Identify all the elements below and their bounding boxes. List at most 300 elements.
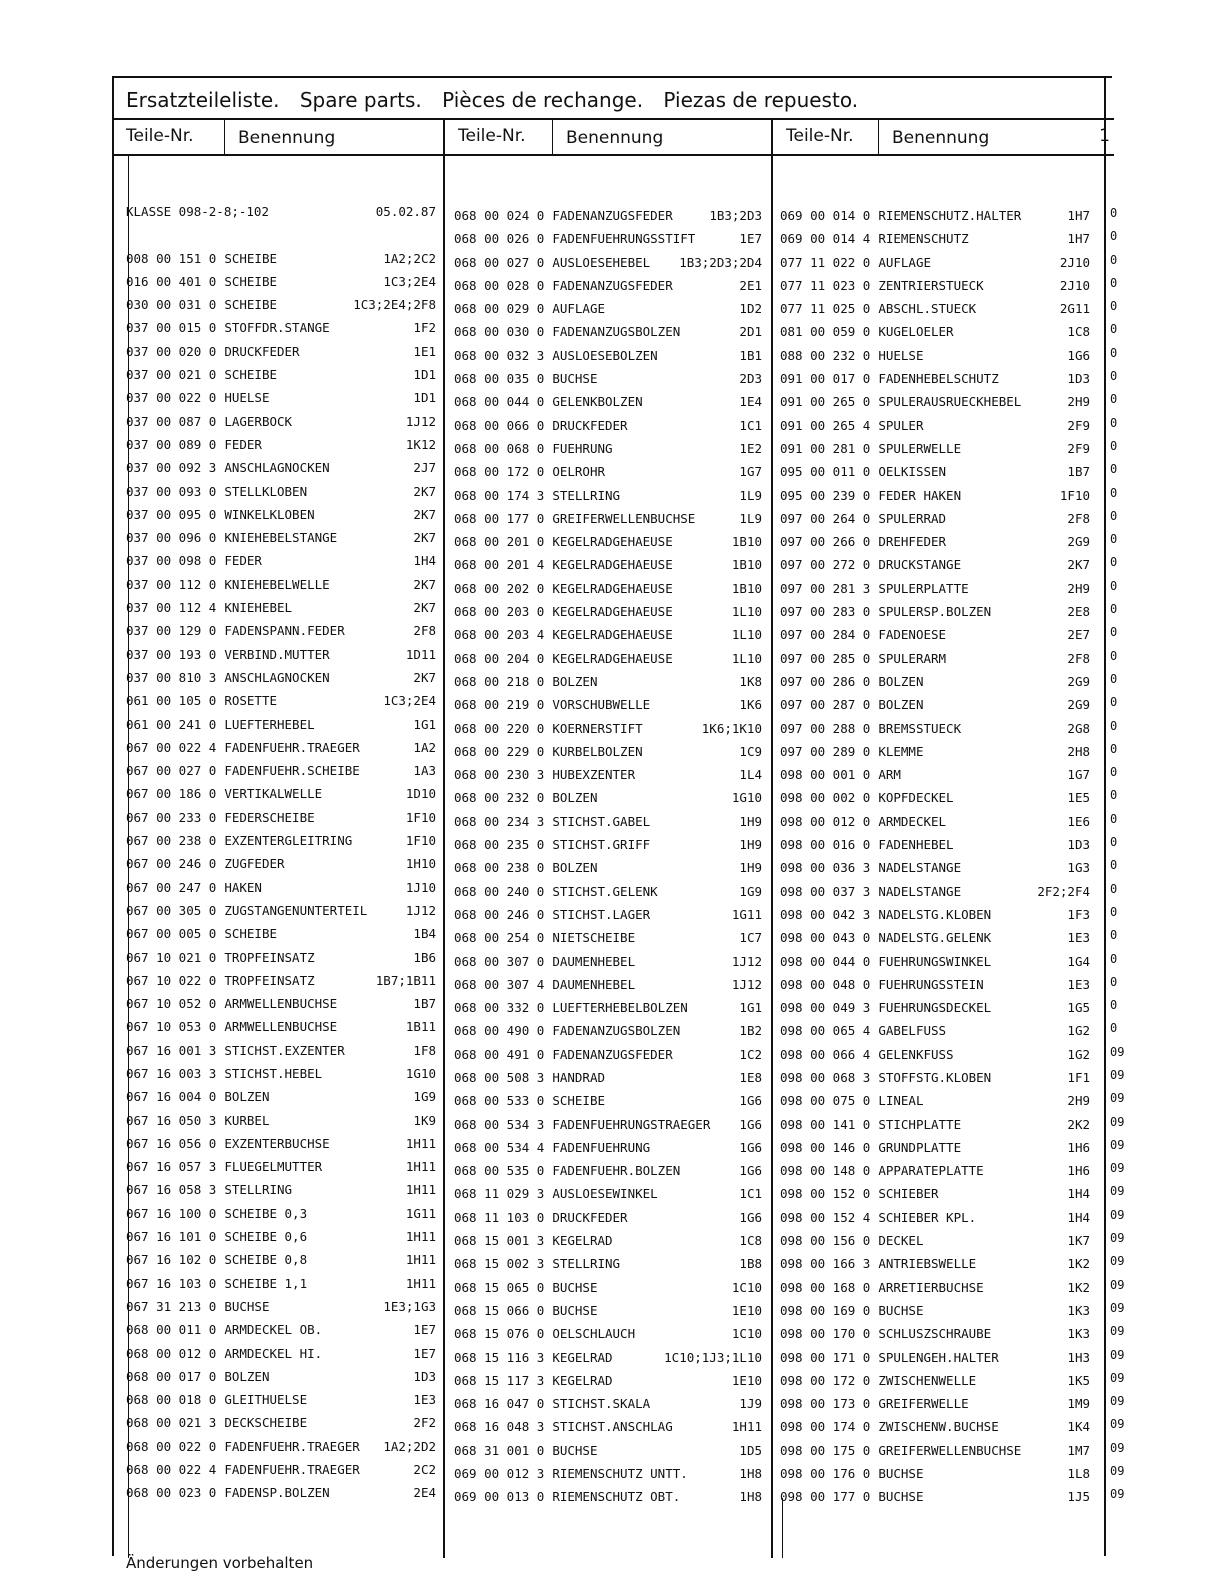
drawing-reference: 1L8 <box>1067 1466 1090 1482</box>
part-name: ARMWELLENBUCHSE <box>224 1019 338 1035</box>
part-row <box>780 1229 1090 1252</box>
part-name: FUEHRUNGSSTEIN <box>878 976 984 992</box>
edge-glyph: 09 <box>1110 1300 1125 1315</box>
part-number: 067 16 101 0 <box>126 1229 217 1245</box>
part-name: FEDER <box>224 436 262 452</box>
part-name: SPULENGEH.HALTER <box>878 1349 999 1365</box>
part-row <box>454 577 762 600</box>
edge-glyph: 0 <box>1110 602 1118 617</box>
drawing-reference: 2K7 <box>1067 557 1090 573</box>
part-row <box>454 810 762 833</box>
part-row <box>126 293 436 316</box>
part-number: 068 00 023 0 <box>126 1485 217 1501</box>
part-row <box>454 297 762 320</box>
title-de: Ersatzteileliste. <box>126 88 280 112</box>
header-name: Benennung <box>238 128 336 148</box>
part-number: 068 00 035 0 <box>454 371 545 387</box>
part-row <box>126 1039 436 1062</box>
part-name: AUSLOESEWINKEL <box>552 1186 658 1202</box>
part-row <box>126 316 436 339</box>
part-row <box>126 1388 436 1411</box>
drawing-reference: 1H11 <box>405 1159 436 1175</box>
edge-glyph: 0 <box>1110 345 1118 360</box>
part-number: 098 00 152 4 <box>780 1209 871 1225</box>
part-number: 067 10 053 0 <box>126 1019 217 1035</box>
part-row <box>454 926 762 949</box>
part-name: ARMWELLENBUCHSE <box>224 996 338 1012</box>
part-number: 068 00 203 4 <box>454 627 545 643</box>
part-row <box>126 666 436 689</box>
part-name: STOFFDR.STANGE <box>224 320 330 336</box>
part-name: FADENFUEHRUNGSSTIFT <box>552 231 696 247</box>
drawing-reference: 1K5 <box>1067 1372 1090 1388</box>
part-row <box>780 973 1090 996</box>
part-row <box>780 1369 1090 1392</box>
part-name: FEDERSCHEIBE <box>224 809 315 825</box>
drawing-reference: 1C9 <box>739 743 762 759</box>
edge-glyph: 09 <box>1110 1091 1125 1106</box>
part-number: 098 00 037 3 <box>780 883 871 899</box>
part-number: 037 00 112 4 <box>126 600 217 616</box>
drawing-reference: 2K7 <box>413 600 436 616</box>
part-name: OELSCHLAUCH <box>552 1326 636 1342</box>
drawing-reference: 2E1 <box>739 277 762 293</box>
part-row <box>126 433 436 456</box>
part-name: SPULERPLATTE <box>878 580 969 596</box>
part-name: RIEMENSCHUTZ OBT. <box>552 1489 681 1505</box>
drawing-reference: 1G5 <box>1067 1000 1090 1016</box>
part-number: 097 00 286 0 <box>780 673 871 689</box>
part-row <box>126 549 436 572</box>
edge-glyph: 0 <box>1110 392 1118 407</box>
part-number: 067 31 213 0 <box>126 1298 217 1314</box>
part-name: SCHEIBE 0,3 <box>224 1205 308 1221</box>
part-row <box>126 1178 436 1201</box>
part-number: 068 00 174 3 <box>454 487 545 503</box>
title-fr: Pièces de rechange. <box>442 88 644 112</box>
drawing-reference: 1M9 <box>1067 1396 1090 1412</box>
part-name: BREMSSTUECK <box>878 720 962 736</box>
drawing-reference: 1E5 <box>1067 790 1090 806</box>
part-row <box>454 950 762 973</box>
column-header-2 <box>444 120 772 156</box>
drawing-reference: 1G9 <box>739 883 762 899</box>
part-number: 067 16 003 3 <box>126 1065 217 1081</box>
part-number: 068 00 177 0 <box>454 510 545 526</box>
part-number: 037 00 020 0 <box>126 343 217 359</box>
part-row <box>126 1202 436 1225</box>
part-number: 061 00 105 0 <box>126 693 217 709</box>
part-number: 098 00 075 0 <box>780 1093 871 1109</box>
drawing-reference: 1J12 <box>731 953 762 969</box>
part-number: 037 00 092 3 <box>126 460 217 476</box>
part-row <box>126 1458 436 1481</box>
edge-glyph: 09 <box>1110 1417 1125 1432</box>
part-number: 068 00 240 0 <box>454 883 545 899</box>
part-name: DREHFEDER <box>878 534 947 550</box>
part-number: 068 00 254 0 <box>454 930 545 946</box>
part-row <box>454 507 762 530</box>
part-number: 098 00 166 3 <box>780 1256 871 1272</box>
part-name: STICHST.HEBEL <box>224 1065 323 1081</box>
drawing-reference: 1E7 <box>413 1345 436 1361</box>
drawing-reference: 2G9 <box>1067 673 1090 689</box>
part-number: 098 00 174 0 <box>780 1419 871 1435</box>
part-number: 067 00 247 0 <box>126 879 217 895</box>
drawing-reference: 2J7 <box>413 460 436 476</box>
drawing-reference: 1K9 <box>413 1112 436 1128</box>
part-number: 068 00 068 0 <box>454 440 545 456</box>
part-name: AUFLAGE <box>552 301 605 317</box>
part-name: TROPFEINSATZ <box>224 972 315 988</box>
part-row <box>454 717 762 740</box>
part-row <box>454 1276 762 1299</box>
part-row <box>454 367 762 390</box>
edge-glyph: 09 <box>1110 1067 1125 1082</box>
part-name: STELLRING <box>552 487 621 503</box>
part-row <box>126 363 436 386</box>
part-number: 098 00 049 3 <box>780 1000 871 1016</box>
part-name: LUEFTERHEBELBOLZEN <box>552 1000 688 1016</box>
part-row <box>780 344 1090 367</box>
drawing-reference: 1H11 <box>405 1275 436 1291</box>
drawing-reference: 1G1 <box>413 716 436 732</box>
part-row <box>126 643 436 666</box>
part-row <box>780 600 1090 623</box>
part-row <box>126 596 436 619</box>
part-row <box>780 1299 1090 1322</box>
part-row <box>126 969 436 992</box>
part-number: 097 00 266 0 <box>780 534 871 550</box>
part-name: RIEMENSCHUTZ UNTT. <box>552 1466 688 1482</box>
part-row <box>454 274 762 297</box>
drawing-reference: 1D3 <box>1067 837 1090 853</box>
edge-glyph: 09 <box>1110 1370 1125 1385</box>
drawing-reference: 2E7 <box>1067 627 1090 643</box>
drawing-reference: 1G4 <box>1067 953 1090 969</box>
drawing-reference: 1K7 <box>1067 1233 1090 1249</box>
drawing-reference: 1G7 <box>1067 767 1090 783</box>
part-name: OELKISSEN <box>878 464 947 480</box>
drawing-reference: 1B7;1B11 <box>375 972 436 988</box>
header-part-no: Teile-Nr. <box>458 126 526 146</box>
part-name: KEGELRAD <box>552 1233 613 1249</box>
part-row <box>454 880 762 903</box>
part-number: 068 00 246 0 <box>454 906 545 922</box>
part-name: STELLRING <box>552 1256 621 1272</box>
drawing-reference: 1E3 <box>1067 930 1090 946</box>
part-row <box>454 670 762 693</box>
part-name: STELLRING <box>224 1182 293 1198</box>
drawing-reference: 1H11 <box>405 1135 436 1151</box>
part-name: ANSCHLAGNOCKEN <box>224 669 330 685</box>
part-row <box>126 899 436 922</box>
part-number: 069 00 013 0 <box>454 1489 545 1505</box>
drawing-reference: 1G1 <box>739 1000 762 1016</box>
part-number: 067 16 058 3 <box>126 1182 217 1198</box>
part-number: 068 00 235 0 <box>454 837 545 853</box>
drawing-reference: 2J10 <box>1059 254 1090 270</box>
part-name: FADENANZUGSFEDER <box>552 277 673 293</box>
part-number: 098 00 156 0 <box>780 1233 871 1249</box>
part-name: SPULERRAD <box>878 510 947 526</box>
part-number: 068 00 238 0 <box>454 860 545 876</box>
part-number: 088 00 232 0 <box>780 347 871 363</box>
part-row <box>780 833 1090 856</box>
part-row <box>780 227 1090 250</box>
edge-glyph: 09 <box>1110 1324 1125 1339</box>
part-row <box>126 410 436 433</box>
part-row <box>780 623 1090 646</box>
part-number: 067 00 238 0 <box>126 833 217 849</box>
spacer <box>126 223 436 246</box>
drawing-reference: 2F2;2F4 <box>1037 883 1090 899</box>
drawing-reference: 1B1 <box>739 347 762 363</box>
part-number: 067 10 021 0 <box>126 949 217 965</box>
part-row <box>454 1369 762 1392</box>
drawing-reference: 1E7 <box>739 231 762 247</box>
part-row <box>126 1435 436 1458</box>
part-number: 068 00 202 0 <box>454 580 545 596</box>
part-name: KLEMME <box>878 743 924 759</box>
part-number: 068 00 018 0 <box>126 1392 217 1408</box>
part-name: SCHEIBE <box>224 273 277 289</box>
part-row <box>126 1062 436 1085</box>
spacer <box>1106 76 1122 202</box>
part-number: 067 00 233 0 <box>126 809 217 825</box>
part-name: GABELFUSS <box>878 1023 947 1039</box>
part-name: FUEHRUNG <box>552 440 613 456</box>
part-number: 068 00 534 4 <box>454 1139 545 1155</box>
part-name: BUCHSE <box>878 1302 924 1318</box>
part-row <box>454 1066 762 1089</box>
part-number: 068 31 001 0 <box>454 1442 545 1458</box>
part-row <box>126 992 436 1015</box>
part-number: 068 00 022 0 <box>126 1438 217 1454</box>
drawing-reference: 1E4 <box>739 394 762 410</box>
part-row <box>454 833 762 856</box>
edge-glyph: 0 <box>1110 555 1118 570</box>
part-name: KEGELRADGEHAEUSE <box>552 650 673 666</box>
drawing-reference: 1C3;2E4 <box>383 693 436 709</box>
part-name: ZENTRIERSTUECK <box>878 277 984 293</box>
part-number: 067 16 102 0 <box>126 1252 217 1268</box>
header-divider <box>552 120 553 156</box>
drawing-reference: 1E3;1G3 <box>383 1298 436 1314</box>
part-number: 068 00 026 0 <box>454 231 545 247</box>
part-number: 098 00 170 0 <box>780 1326 871 1342</box>
part-row <box>780 693 1090 716</box>
drawing-reference: 1J12 <box>405 902 436 918</box>
part-name: KNIEHEBELSTANGE <box>224 530 338 546</box>
drawing-reference: 1C2 <box>739 1046 762 1062</box>
drawing-reference: 2F8 <box>413 623 436 639</box>
part-number: 068 15 002 3 <box>454 1256 545 1272</box>
drawing-reference: 1F10 <box>405 833 436 849</box>
part-row <box>780 1182 1090 1205</box>
part-name: BUCHSE <box>224 1298 270 1314</box>
part-name: KEGELRADGEHAEUSE <box>552 534 673 550</box>
drawing-reference: 1L9 <box>739 510 762 526</box>
part-number: 068 00 029 0 <box>454 301 545 317</box>
part-number: 037 00 098 0 <box>126 553 217 569</box>
drawing-reference: 1D11 <box>405 646 436 662</box>
part-number: 067 00 186 0 <box>126 786 217 802</box>
drawing-reference: 1H3 <box>1067 1349 1090 1365</box>
part-number: 098 00 001 0 <box>780 767 871 783</box>
part-name: FADENSPANN.FEDER <box>224 623 345 639</box>
part-name: SCHEIBE <box>552 1093 605 1109</box>
part-name: FADENOESE <box>878 627 947 643</box>
part-name: KOERNERSTIFT <box>552 720 643 736</box>
drawing-reference: 1F3 <box>1067 906 1090 922</box>
part-name: SCHEIBE <box>224 250 277 266</box>
part-name: DECKEL <box>878 1233 924 1249</box>
part-number: 098 00 169 0 <box>780 1302 871 1318</box>
part-row <box>126 946 436 969</box>
part-number: 068 00 229 0 <box>454 743 545 759</box>
part-name: FADENANZUGSFEDER <box>552 208 673 223</box>
part-name: BOLZEN <box>552 860 598 876</box>
part-number: 068 00 024 0 <box>454 208 545 223</box>
drawing-reference: 1G6 <box>739 1163 762 1179</box>
part-number: 098 00 141 0 <box>780 1116 871 1132</box>
edge-glyph: 0 <box>1110 858 1118 873</box>
parts-column-1 <box>126 200 436 1505</box>
drawing-reference: 2G9 <box>1067 534 1090 550</box>
part-name: SCHEIBE <box>224 926 277 942</box>
edge-glyph: 09 <box>1110 1161 1125 1176</box>
drawing-reference: 1H11 <box>405 1182 436 1198</box>
drawing-reference: 1H4 <box>1067 1186 1090 1202</box>
drawing-reference: 1H11 <box>731 1419 762 1435</box>
drawing-reference: 2K7 <box>413 530 436 546</box>
part-row <box>454 1485 762 1508</box>
part-name: ARMDECKEL HI. <box>224 1345 323 1361</box>
part-name: DRUCKSTANGE <box>878 557 962 573</box>
drawing-reference: 1E7 <box>413 1322 436 1338</box>
drawing-reference: 2E8 <box>1067 604 1090 620</box>
part-row <box>454 1299 762 1322</box>
part-number: 067 10 022 0 <box>126 972 217 988</box>
part-row <box>780 856 1090 879</box>
part-name: SCHIEBER <box>878 1186 939 1202</box>
drawing-reference: 1H9 <box>739 837 762 853</box>
part-number: 068 15 117 3 <box>454 1372 545 1388</box>
part-row <box>454 1392 762 1415</box>
drawing-reference: 1G11 <box>405 1205 436 1221</box>
part-row <box>126 386 436 409</box>
part-row <box>126 1365 436 1388</box>
part-row <box>126 1248 436 1271</box>
list-date: 05.02.87 <box>375 204 436 219</box>
part-name: FEDER HAKEN <box>878 487 962 503</box>
drawing-reference: 1B4 <box>413 926 436 942</box>
title-bar <box>114 78 1114 120</box>
part-row <box>780 1439 1090 1462</box>
part-row <box>454 227 762 250</box>
drawing-reference: 2F9 <box>1067 440 1090 456</box>
part-name: HUELSE <box>224 390 270 406</box>
part-row <box>454 996 762 1019</box>
drawing-reference: 1A2;2D2 <box>383 1438 436 1454</box>
part-number: 091 00 017 0 <box>780 371 871 387</box>
drawing-reference: 1B10 <box>731 534 762 550</box>
part-name: SCHEIBE 0,8 <box>224 1252 308 1268</box>
drawing-reference: 1C7 <box>739 930 762 946</box>
part-number: 068 15 001 3 <box>454 1233 545 1249</box>
part-row <box>126 922 436 945</box>
part-row <box>126 503 436 526</box>
part-number: 008 00 151 0 <box>126 250 217 266</box>
part-name: SCHEIBE 0,6 <box>224 1229 308 1245</box>
part-row <box>780 786 1090 809</box>
part-row <box>454 1229 762 1252</box>
part-row <box>780 1066 1090 1089</box>
edge-glyph: 0 <box>1110 998 1118 1013</box>
drawing-reference: 1B11 <box>405 1019 436 1035</box>
drawing-reference: 1G6 <box>739 1139 762 1155</box>
edge-glyph: 0 <box>1110 578 1118 593</box>
part-number: 068 00 022 4 <box>126 1462 217 1478</box>
drawing-reference: 1K2 <box>1067 1279 1090 1295</box>
part-row <box>454 1346 762 1369</box>
part-number: 037 00 095 0 <box>126 506 217 522</box>
part-row <box>126 456 436 479</box>
drawing-reference: 2K7 <box>413 506 436 522</box>
part-number: 098 00 048 0 <box>780 976 871 992</box>
edge-glyph: 0 <box>1110 438 1118 453</box>
edge-glyph: 09 <box>1110 1114 1125 1129</box>
part-name: DRUCKFEDER <box>552 1209 628 1225</box>
part-row <box>780 1136 1090 1159</box>
part-number: 061 00 241 0 <box>126 716 217 732</box>
parts-column-2 <box>454 204 762 1509</box>
part-row <box>780 484 1090 507</box>
part-number: 037 00 015 0 <box>126 320 217 336</box>
part-row <box>780 810 1090 833</box>
edge-glyph: 0 <box>1110 671 1118 686</box>
part-row <box>780 577 1090 600</box>
part-number: 068 15 116 3 <box>454 1349 545 1365</box>
part-number: 068 11 103 0 <box>454 1209 545 1225</box>
drawing-reference: 1G6 <box>739 1209 762 1225</box>
column-rule-2 <box>771 120 773 1558</box>
part-row <box>126 736 436 759</box>
part-name: EXZENTERBUCHSE <box>224 1135 330 1151</box>
part-number: 067 16 056 0 <box>126 1135 217 1151</box>
drawing-reference: 1F10 <box>1059 487 1090 503</box>
part-name: SPULERAUSRUECKHEBEL <box>878 394 1022 410</box>
edge-glyph: 09 <box>1110 1394 1125 1409</box>
part-name: BUCHSE <box>552 1302 598 1318</box>
drawing-reference: 1C3;2E4 <box>383 273 436 289</box>
drawing-reference: 2F8 <box>1067 650 1090 666</box>
part-number: 098 00 016 0 <box>780 837 871 853</box>
part-number: 068 11 029 3 <box>454 1186 545 1202</box>
part-name: NADELSTANGE <box>878 883 962 899</box>
drawing-reference: 1J12 <box>405 413 436 429</box>
part-row <box>780 1392 1090 1415</box>
part-name: AUSLOESEBOLZEN <box>552 347 658 363</box>
part-name: HUBEXZENTER <box>552 767 636 783</box>
part-number: 091 00 265 4 <box>780 417 871 433</box>
part-name: BUCHSE <box>878 1466 924 1482</box>
part-row <box>454 1043 762 1066</box>
part-number: 068 00 027 0 <box>454 254 545 270</box>
part-row <box>780 437 1090 460</box>
part-row <box>126 619 436 642</box>
